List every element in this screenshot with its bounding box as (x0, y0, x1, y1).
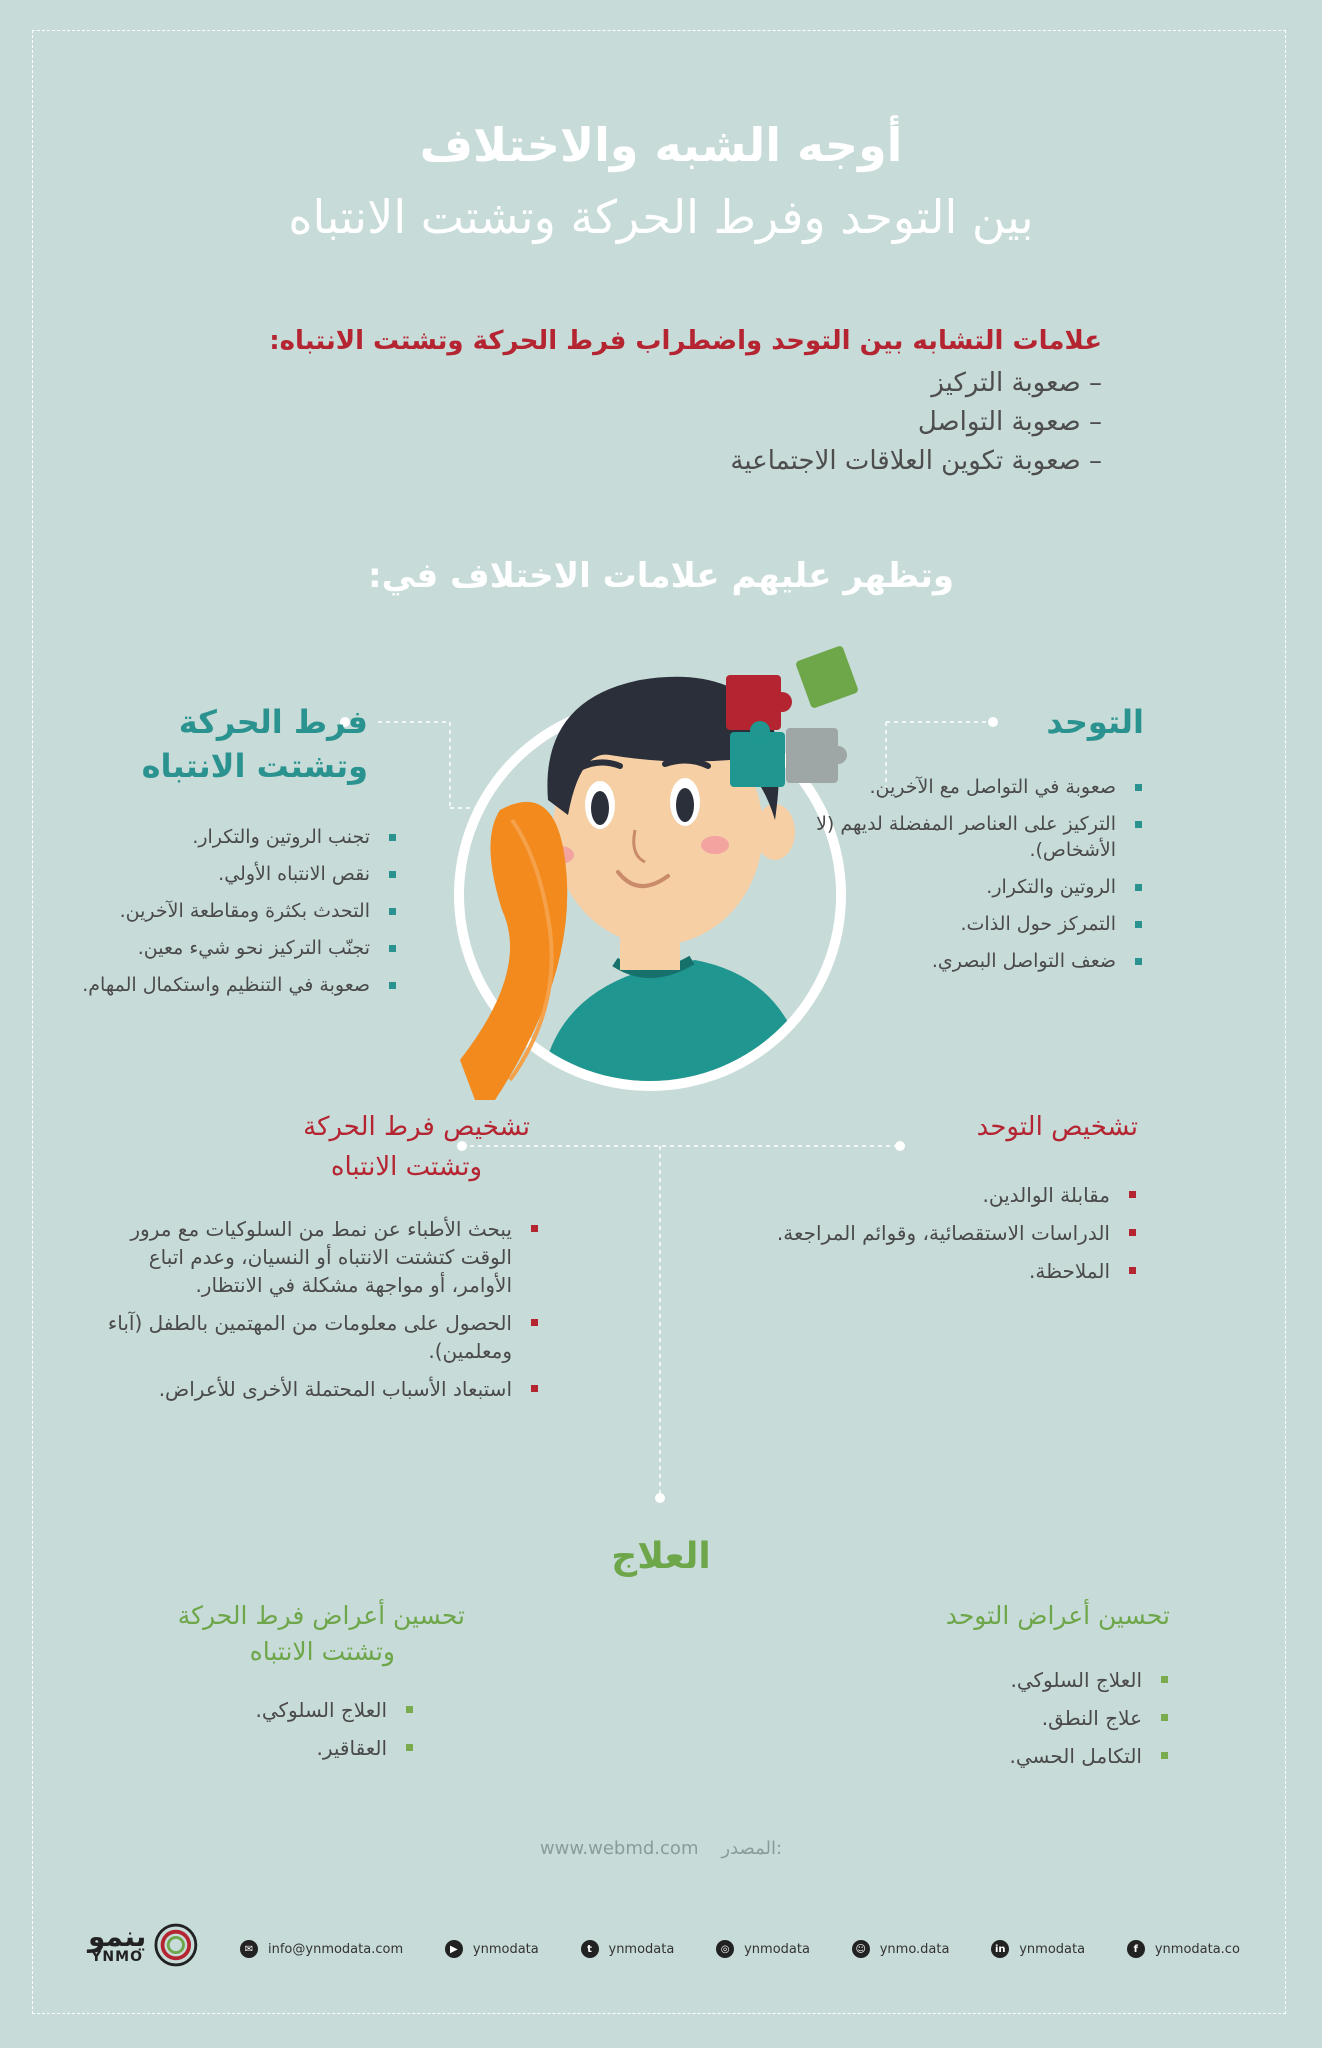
autism-diagnosis-section (718, 1107, 1138, 1295)
similarity-item: – صعوبة التواصل (917, 407, 1102, 437)
list-item: العلاج السلوكي. (750, 1666, 1170, 1694)
facebook-icon: f (1127, 1940, 1145, 1958)
adhd-section (60, 700, 398, 1009)
linkedin-text: ynmodata (1019, 1941, 1086, 1957)
similarities-heading: علامات التشابه بين التوحد واضطراب فرط الحركة وتشتت الانتباه: (269, 326, 1102, 356)
list-item: التمركز حول الذات. (744, 911, 1144, 937)
list-item: صعوبة في التنظيم واستكمال المهام. (60, 972, 398, 998)
snapchat-text: ynmo.data (879, 1941, 950, 1957)
twitter-icon: t (581, 1940, 599, 1958)
youtube-icon: ▶ (445, 1940, 463, 1958)
linkedin-icon: in (991, 1940, 1009, 1958)
source-line (0, 1838, 1322, 1859)
adhd-diagnosis-title-line2: وتشتت الانتباه (330, 1152, 482, 1182)
adhd-title-line2: وتشتت الانتباه (141, 747, 368, 785)
similarity-item: – صعوبة التركيز (931, 368, 1102, 398)
treatment-adhd-title (120, 1598, 465, 1670)
adhd-title-line1: فرط الحركة (178, 703, 368, 741)
list-item: يبحث الأطباء عن نمط من السلوكيات مع مرور الوقت كتشتت الانتباه أو النسيان، وعدم اتباع الأوامر، أو مواجهة مشكلة في الانتظار. (100, 1215, 540, 1299)
treatment-adhd-title-line2: وتشتت الانتباه (249, 1637, 395, 1666)
list-item: تجنّب التركيز نحو شيء معين. (60, 935, 398, 961)
list-item: الحصول على معلومات من المهتمين بالطفل (آباء ومعلمين). (100, 1309, 540, 1365)
page-subtitle: بين التوحد وفرط الحركة وتشتت الانتباه (288, 190, 1034, 244)
autism-diagnosis-title: تشخيص التوحد (976, 1112, 1138, 1142)
email-icon: ✉ (240, 1940, 258, 1958)
list-item: مقابلة الوالدين. (718, 1181, 1138, 1209)
snapchat-icon: ☺ (852, 1940, 870, 1958)
page-title: أوجه الشبه والاختلاف (419, 118, 903, 172)
footer-snapchat[interactable] (852, 1940, 950, 1958)
similarity-item: – صعوبة تكوين العلاقات الاجتماعية (730, 446, 1102, 476)
footer-twitter[interactable] (581, 1940, 675, 1958)
list-item: التحدث بكثرة ومقاطعة الآخرين. (60, 898, 398, 924)
logo-wordmark (88, 1920, 147, 1965)
adhd-diagnosis-title-line1: تشخيص فرط الحركة (303, 1112, 530, 1142)
connector-dot (655, 1493, 665, 1503)
footer-facebook[interactable] (1127, 1940, 1240, 1958)
instagram-text: ynmodata (744, 1941, 810, 1957)
list-item: صعوبة في التواصل مع الآخرين. (744, 774, 1144, 800)
adhd-title (60, 700, 398, 788)
list-item: استبعاد الأسباب المحتملة الأخرى للأعراض. (100, 1375, 540, 1403)
list-item: ضعف التواصل البصري. (744, 948, 1144, 974)
list-item: نقص الانتباه الأولي. (60, 861, 398, 887)
logo-icon (154, 1922, 198, 1968)
list-item: التكامل الحسي. (750, 1742, 1170, 1770)
footer-linkedin[interactable] (991, 1940, 1085, 1958)
list-item: علاج النطق. (750, 1704, 1170, 1732)
treatment-autism-title: تحسين أعراض التوحد (945, 1601, 1170, 1630)
treatment-title: العلاج (611, 1536, 711, 1577)
list-item: تجنب الروتين والتكرار. (60, 824, 398, 850)
list-item: التركيز على العناصر المفضلة لديهم (لا الأشخاص). (744, 811, 1144, 863)
footer-instagram[interactable] (716, 1940, 810, 1958)
facebook-text: ynmodata.co (1154, 1941, 1240, 1957)
source-label: المصدر: (721, 1838, 783, 1859)
list-item: الدراسات الاستقصائية، وقوائم المراجعة. (718, 1219, 1138, 1247)
adhd-diagnosis-title (100, 1107, 540, 1187)
autism-section (744, 700, 1144, 985)
footer-youtube[interactable] (445, 1940, 539, 1958)
list-item: الروتين والتكرار. (744, 874, 1144, 900)
treatment-adhd-section (120, 1598, 465, 1772)
footer-email[interactable] (240, 1940, 403, 1958)
treatment-adhd-title-line1: تحسين أعراض فرط الحركة (177, 1601, 465, 1630)
list-item: العقاقير. (120, 1734, 415, 1762)
list-item: الملاحظة. (718, 1257, 1138, 1285)
footer-contacts (240, 1940, 1240, 1958)
treatment-autism-section (750, 1598, 1170, 1780)
logo-arabic: ينمو (88, 1920, 147, 1953)
youtube-text: ynmodata (472, 1941, 539, 1957)
differences-heading: وتظهر عليهم علامات الاختلاف في: (367, 556, 954, 596)
adhd-diagnosis-section (100, 1107, 540, 1413)
logo-latin: YNMO (91, 1949, 143, 1965)
email-text: info@ynmodata.com (268, 1941, 404, 1957)
source-value[interactable]: www.webmd.com (539, 1838, 699, 1859)
instagram-icon: ◎ (716, 1940, 734, 1958)
list-item: العلاج السلوكي. (120, 1696, 415, 1724)
autism-title: التوحد (1046, 703, 1144, 741)
brand-logo (88, 1922, 198, 1968)
twitter-text: ynmodata (608, 1941, 675, 1957)
